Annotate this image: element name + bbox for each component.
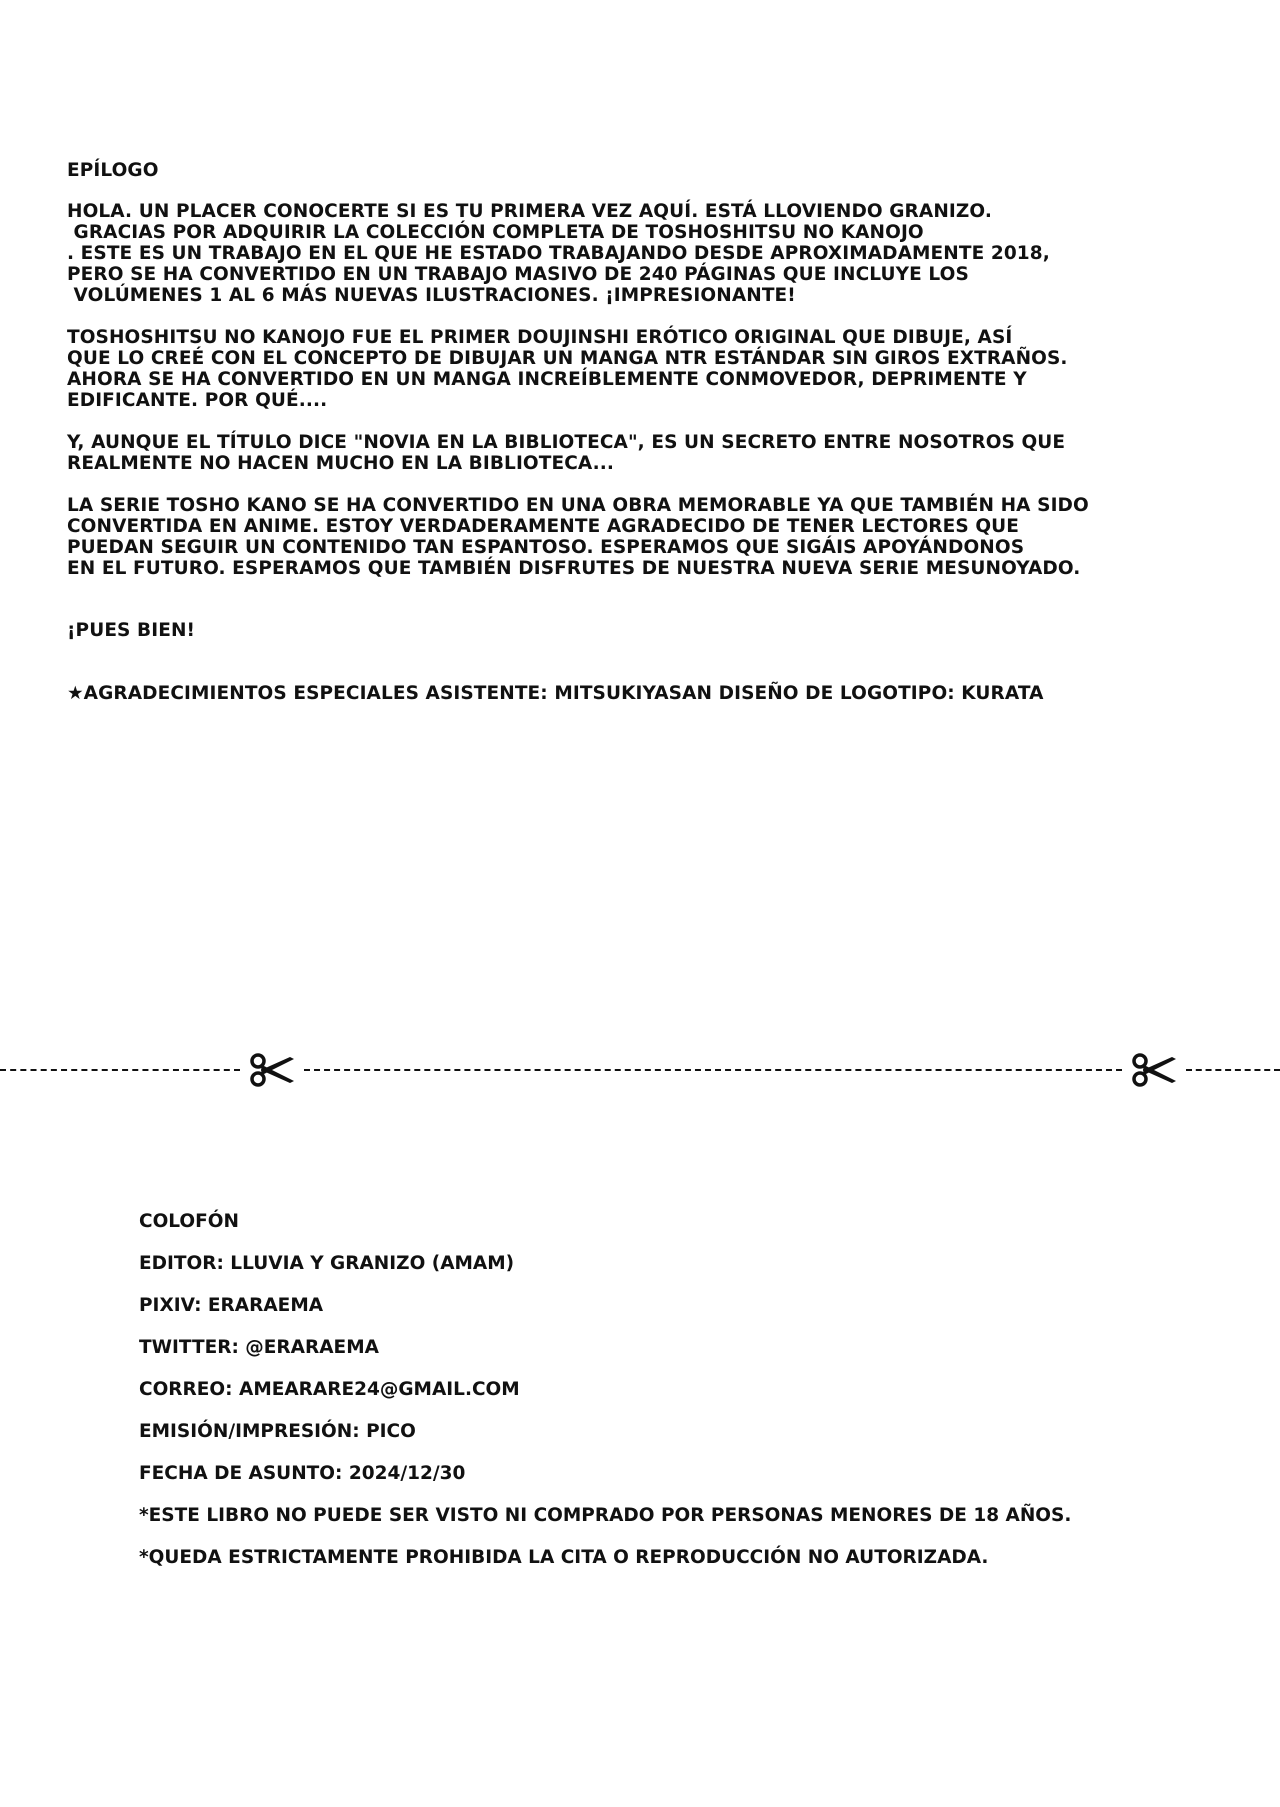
dashed-line-left	[0, 1069, 240, 1071]
epilogue-exclamation: ¡PUES BIEN!	[67, 620, 196, 641]
colophon-email: CORREO: AMEARARE24@GMAIL.COM	[139, 1379, 520, 1400]
text-line: VOLÚMENES 1 AL 6 MÁS NUEVAS ILUSTRACIONES. ¡IMPRESIONANTE!	[67, 285, 796, 306]
scissors-icon	[1130, 1050, 1178, 1090]
text-line: PUEDAN SEGUIR UN CONTENIDO TAN ESPANTOSO. ESPERAMOS QUE SIGÁIS APOYÁNDONOS	[67, 537, 1025, 558]
text-line: Y, AUNQUE EL TÍTULO DICE "NOVIA EN LA BIBLIOTECA", ES UN SECRETO ENTRE NOSOTROS QUE	[67, 432, 1066, 453]
text-line: EN EL FUTURO. ESPERAMOS QUE TAMBIÉN DISFRUTES DE NUESTRA NUEVA SERIE MESUNOYADO.	[67, 558, 1081, 579]
colophon-printer: EMISIÓN/IMPRESIÓN: PICO	[139, 1421, 416, 1442]
text-line: QUE LO CREÉ CON EL CONCEPTO DE DIBUJAR UN MANGA NTR ESTÁNDAR SIN GIROS EXTRAÑOS.	[67, 348, 1068, 369]
colophon-twitter: TWITTER: @ERARAEMA	[139, 1337, 379, 1358]
text-line: CONVERTIDA EN ANIME. ESTOY VERDADERAMENTE AGRADECIDO DE TENER LECTORES QUE	[67, 516, 1020, 537]
colophon-issue-date: FECHA DE ASUNTO: 2024/12/30	[139, 1463, 466, 1484]
text-line: LA SERIE TOSHO KANO SE HA CONVERTIDO EN UNA OBRA MEMORABLE YA QUE TAMBIÉN HA SIDO	[67, 495, 1089, 516]
epilogue-paragraph-4	[67, 495, 1207, 579]
cut-here-line	[0, 1050, 1280, 1090]
scissors-icon	[248, 1050, 296, 1090]
epilogue-heading: EPÍLOGO	[67, 160, 159, 181]
colophon-editor: EDITOR: LLUVIA Y GRANIZO (AMAM)	[139, 1253, 515, 1274]
text-line: . ESTE ES UN TRABAJO EN EL QUE HE ESTADO TRABAJANDO DESDE APROXIMADAMENTE 2018,	[67, 243, 1050, 264]
colophon-heading: COLOFÓN	[139, 1211, 240, 1232]
epilogue-paragraph-3	[67, 432, 1207, 474]
epilogue-paragraph-1	[67, 201, 1207, 306]
dashed-line-right	[1186, 1069, 1280, 1071]
text-line: PERO SE HA CONVERTIDO EN UN TRABAJO MASIVO DE 240 PÁGINAS QUE INCLUYE LOS	[67, 264, 969, 285]
special-thanks: ★AGRADECIMIENTOS ESPECIALES ASISTENTE: MITSUKIYASAN DISEÑO DE LOGOTIPO: KURATA	[67, 683, 1044, 704]
colophon-copyright-notice: *QUEDA ESTRICTAMENTE PROHIBIDA LA CITA O REPRODUCCIÓN NO AUTORIZADA.	[139, 1547, 989, 1568]
colophon-pixiv: PIXIV: ERARAEMA	[139, 1295, 324, 1316]
epilogue-paragraph-2	[67, 327, 1207, 411]
text-line: REALMENTE NO HACEN MUCHO EN LA BIBLIOTECA...	[67, 453, 615, 474]
epilogue-section	[67, 160, 1207, 704]
text-line: TOSHOSHITSU NO KANOJO FUE EL PRIMER DOUJINSHI ERÓTICO ORIGINAL QUE DIBUJE, ASÍ	[67, 327, 1013, 348]
colophon-section	[139, 1211, 1239, 1589]
text-line: AHORA SE HA CONVERTIDO EN UN MANGA INCREÍBLEMENTE CONMOVEDOR, DEPRIMENTE Y	[67, 369, 1027, 390]
text-line: GRACIAS POR ADQUIRIR LA COLECCIÓN COMPLETA DE TOSHOSHITSU NO KANOJO	[67, 222, 924, 243]
dashed-line-middle	[304, 1069, 1122, 1071]
text-line: HOLA. UN PLACER CONOCERTE SI ES TU PRIMERA VEZ AQUÍ. ESTÁ LLOVIENDO GRANIZO.	[67, 201, 992, 222]
colophon-age-notice: *ESTE LIBRO NO PUEDE SER VISTO NI COMPRADO POR PERSONAS MENORES DE 18 AÑOS.	[139, 1505, 1072, 1526]
text-line: EDIFICANTE. POR QUÉ....	[67, 390, 328, 411]
